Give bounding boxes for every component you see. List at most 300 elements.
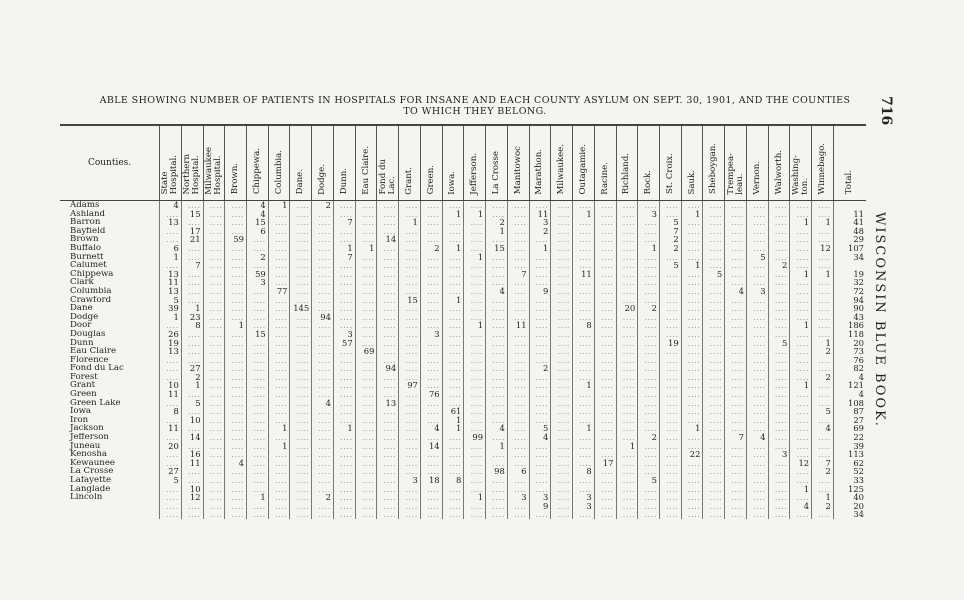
empty-cell: ....: [247, 373, 269, 382]
empty-cell: ....: [355, 459, 377, 468]
empty-cell: ....: [638, 261, 660, 270]
empty-cell: ....: [247, 339, 269, 348]
county-name: Douglas: [70, 329, 106, 339]
empty-cell: ....: [529, 270, 551, 279]
empty-cell: ....: [573, 227, 595, 236]
column-header: [160, 125, 182, 201]
column-header: [225, 125, 247, 201]
county-name: Grant: [70, 381, 96, 391]
empty-cell: ....: [551, 261, 573, 270]
table-row: [60, 373, 866, 382]
empty-cell: ....: [681, 459, 703, 468]
empty-cell: ....: [725, 244, 747, 253]
table-cell: 8: [160, 407, 182, 416]
empty-cell: ....: [638, 313, 660, 322]
empty-cell: ....: [507, 510, 529, 519]
county-name: Ashland: [70, 209, 106, 219]
column-header-label: Walworth.: [773, 150, 784, 195]
column-header: [790, 125, 812, 201]
empty-cell: ....: [638, 296, 660, 305]
empty-cell: ....: [464, 467, 486, 476]
empty-cell: ....: [333, 321, 355, 330]
empty-cell: ....: [616, 485, 638, 494]
empty-cell: ....: [703, 364, 725, 373]
empty-cell: ....: [442, 399, 464, 408]
empty-cell: ....: [725, 502, 747, 511]
empty-cell: ....: [312, 304, 334, 313]
empty-cell: ....: [616, 450, 638, 459]
empty-cell: ....: [464, 287, 486, 296]
empty-cell: ....: [486, 364, 508, 373]
county-name: [60, 510, 160, 519]
empty-cell: ....: [638, 201, 660, 210]
empty-cell: ....: [746, 330, 768, 339]
empty-cell: ....: [507, 296, 529, 305]
county-name: Dunn: [70, 338, 94, 348]
empty-cell: ....: [464, 399, 486, 408]
empty-cell: ....: [812, 381, 834, 390]
empty-cell: ....: [768, 347, 790, 356]
empty-cell: ....: [464, 407, 486, 416]
column-header-label: Winnebago.: [816, 142, 827, 195]
empty-cell: ....: [529, 450, 551, 459]
empty-cell: ....: [312, 244, 334, 253]
empty-cell: ....: [399, 433, 421, 442]
empty-cell: ....: [551, 433, 573, 442]
empty-cell: ....: [160, 399, 182, 408]
empty-cell: ....: [594, 399, 616, 408]
empty-cell: ....: [442, 493, 464, 502]
empty-cell: ....: [616, 296, 638, 305]
empty-cell: ....: [529, 442, 551, 451]
table-row: [60, 321, 866, 330]
empty-cell: ....: [268, 450, 290, 459]
empty-cell: ....: [551, 244, 573, 253]
empty-cell: ....: [551, 364, 573, 373]
empty-cell: ....: [638, 235, 660, 244]
empty-cell: ....: [573, 390, 595, 399]
column-header-label: Milwaukee Hospital.: [203, 146, 223, 195]
empty-cell: ....: [355, 450, 377, 459]
empty-cell: ....: [659, 381, 681, 390]
empty-cell: ....: [312, 390, 334, 399]
empty-cell: ....: [290, 416, 312, 425]
empty-cell: ....: [181, 442, 203, 451]
empty-cell: ....: [355, 442, 377, 451]
empty-cell: ....: [290, 270, 312, 279]
empty-cell: ....: [616, 467, 638, 476]
table-cell: 7: [812, 459, 834, 468]
empty-cell: ....: [464, 330, 486, 339]
column-header: [638, 125, 660, 201]
empty-cell: ....: [225, 304, 247, 313]
empty-cell: ....: [594, 510, 616, 519]
table-cell: 77: [268, 287, 290, 296]
empty-cell: ....: [746, 390, 768, 399]
empty-cell: ....: [333, 235, 355, 244]
empty-cell: ....: [442, 253, 464, 262]
empty-cell: ....: [681, 339, 703, 348]
empty-cell: ....: [203, 235, 225, 244]
empty-cell: ....: [225, 390, 247, 399]
empty-cell: ....: [464, 476, 486, 485]
empty-cell: ....: [551, 502, 573, 511]
table-cell: 13: [160, 287, 182, 296]
empty-cell: ....: [768, 244, 790, 253]
county-name: Green: [70, 390, 97, 399]
empty-cell: ....: [420, 270, 442, 279]
column-header-label: Columbia.: [273, 150, 284, 195]
empty-cell: ....: [725, 485, 747, 494]
empty-cell: ....: [551, 278, 573, 287]
table-cell: 1: [486, 227, 508, 236]
empty-cell: ....: [225, 210, 247, 219]
empty-cell: ....: [659, 330, 681, 339]
empty-cell: ....: [442, 270, 464, 279]
empty-cell: ....: [703, 313, 725, 322]
empty-cell: ....: [160, 485, 182, 494]
empty-cell: ....: [812, 253, 834, 262]
empty-cell: ....: [464, 364, 486, 373]
empty-cell: ....: [638, 218, 660, 227]
empty-cell: ....: [790, 227, 812, 236]
empty-cell: ....: [812, 510, 834, 519]
empty-cell: ....: [247, 261, 269, 270]
empty-cell: ....: [681, 364, 703, 373]
table-cell: 3: [638, 210, 660, 219]
empty-cell: ....: [529, 235, 551, 244]
empty-cell: ....: [399, 270, 421, 279]
empty-cell: ....: [225, 313, 247, 322]
empty-cell: ....: [768, 433, 790, 442]
empty-cell: ....: [377, 416, 399, 425]
empty-cell: ....: [312, 278, 334, 287]
county-name: Eau Claire: [70, 347, 117, 356]
empty-cell: ....: [573, 339, 595, 348]
page-number: 716: [878, 96, 894, 126]
table-cell: 13: [160, 347, 182, 356]
empty-cell: ....: [746, 227, 768, 236]
empty-cell: ....: [333, 261, 355, 270]
empty-cell: ....: [529, 390, 551, 399]
table-cell: 11: [181, 459, 203, 468]
empty-cell: ....: [725, 313, 747, 322]
empty-cell: ....: [529, 261, 551, 270]
empty-cell: ....: [486, 433, 508, 442]
empty-cell: ....: [333, 304, 355, 313]
empty-cell: ....: [247, 244, 269, 253]
table-row: [60, 450, 866, 459]
empty-cell: ....: [399, 339, 421, 348]
column-header-label: Eau Claire.: [360, 145, 371, 195]
empty-cell: ....: [594, 244, 616, 253]
empty-cell: ....: [181, 407, 203, 416]
empty-cell: ....: [399, 210, 421, 219]
empty-cell: ....: [681, 347, 703, 356]
empty-cell: ....: [746, 424, 768, 433]
patients-table-wrapper: [60, 124, 866, 519]
empty-cell: ....: [703, 244, 725, 253]
empty-cell: ....: [355, 373, 377, 382]
empty-cell: ....: [616, 399, 638, 408]
table-cell: 1: [812, 493, 834, 502]
empty-cell: ....: [247, 442, 269, 451]
table-cell: 10: [181, 416, 203, 425]
empty-cell: ....: [486, 502, 508, 511]
empty-cell: ....: [551, 416, 573, 425]
empty-cell: ....: [486, 450, 508, 459]
empty-cell: ....: [551, 304, 573, 313]
table-cell: 97: [399, 381, 421, 390]
empty-cell: ....: [203, 459, 225, 468]
empty-cell: ....: [333, 510, 355, 519]
empty-cell: ....: [160, 235, 182, 244]
empty-cell: ....: [203, 364, 225, 373]
row-total: 20: [833, 502, 866, 511]
empty-cell: ....: [247, 450, 269, 459]
empty-cell: ....: [203, 227, 225, 236]
empty-cell: ....: [290, 364, 312, 373]
empty-cell: ....: [725, 227, 747, 236]
empty-cell: ....: [181, 287, 203, 296]
table-cell: 5: [181, 399, 203, 408]
empty-cell: ....: [377, 390, 399, 399]
empty-cell: ....: [268, 390, 290, 399]
empty-cell: ....: [746, 339, 768, 348]
empty-cell: ....: [681, 235, 703, 244]
column-header: [333, 125, 355, 201]
empty-cell: ....: [790, 347, 812, 356]
table-cell: 11: [160, 278, 182, 287]
empty-cell: ....: [616, 270, 638, 279]
empty-cell: ....: [377, 304, 399, 313]
empty-cell: ....: [290, 510, 312, 519]
empty-cell: ....: [420, 502, 442, 511]
table-cell: 2: [638, 433, 660, 442]
empty-cell: ....: [268, 381, 290, 390]
empty-cell: ....: [812, 287, 834, 296]
table-cell: 8: [573, 321, 595, 330]
empty-cell: ....: [529, 339, 551, 348]
empty-cell: ....: [312, 442, 334, 451]
table-row: [60, 390, 866, 399]
empty-cell: ....: [399, 399, 421, 408]
empty-cell: ....: [377, 330, 399, 339]
empty-cell: ....: [268, 467, 290, 476]
empty-cell: ....: [703, 321, 725, 330]
empty-cell: ....: [638, 442, 660, 451]
county-name: [60, 502, 160, 511]
empty-cell: ....: [442, 278, 464, 287]
table-cell: 59: [247, 270, 269, 279]
empty-cell: ....: [594, 313, 616, 322]
column-header: [768, 125, 790, 201]
column-header: [594, 125, 616, 201]
empty-cell: ....: [312, 381, 334, 390]
table-cell: 2: [812, 347, 834, 356]
table-cell: 14: [377, 235, 399, 244]
empty-cell: ....: [442, 313, 464, 322]
table-row: [60, 227, 866, 236]
empty-cell: ....: [399, 373, 421, 382]
empty-cell: ....: [703, 476, 725, 485]
empty-cell: ....: [160, 373, 182, 382]
empty-cell: ....: [551, 381, 573, 390]
empty-cell: ....: [551, 510, 573, 519]
empty-cell: ....: [442, 373, 464, 382]
table-row: [60, 467, 866, 476]
empty-cell: ....: [312, 407, 334, 416]
empty-cell: ....: [268, 330, 290, 339]
table-cell: 17: [181, 227, 203, 236]
empty-cell: ....: [812, 433, 834, 442]
empty-cell: ....: [529, 278, 551, 287]
empty-cell: ....: [681, 373, 703, 382]
empty-cell: ....: [247, 347, 269, 356]
empty-cell: ....: [659, 424, 681, 433]
empty-cell: ....: [746, 407, 768, 416]
empty-cell: ....: [268, 485, 290, 494]
empty-cell: ....: [486, 201, 508, 210]
table-cell: 2: [420, 244, 442, 253]
county-name: Jefferson: [70, 433, 109, 442]
table-cell: 3: [333, 330, 355, 339]
county-name: Calumet: [70, 261, 107, 270]
empty-cell: ....: [681, 467, 703, 476]
row-total: 40: [833, 493, 866, 502]
empty-cell: ....: [225, 201, 247, 210]
empty-cell: ....: [812, 278, 834, 287]
row-total: 69: [833, 424, 866, 433]
empty-cell: ....: [290, 424, 312, 433]
empty-cell: ....: [703, 510, 725, 519]
table-row: [60, 296, 866, 305]
empty-cell: ....: [203, 278, 225, 287]
empty-cell: ....: [420, 201, 442, 210]
empty-cell: ....: [399, 313, 421, 322]
empty-cell: ....: [486, 373, 508, 382]
empty-cell: ....: [333, 459, 355, 468]
empty-cell: ....: [768, 390, 790, 399]
table-cell: 3: [247, 278, 269, 287]
empty-cell: ....: [725, 304, 747, 313]
empty-cell: ....: [659, 201, 681, 210]
empty-cell: ....: [312, 416, 334, 425]
empty-cell: ....: [790, 339, 812, 348]
empty-cell: ....: [290, 399, 312, 408]
empty-cell: ....: [768, 278, 790, 287]
empty-cell: ....: [594, 330, 616, 339]
table-cell: 11: [573, 270, 595, 279]
county-name: Adams: [70, 200, 100, 210]
empty-cell: ....: [333, 502, 355, 511]
table-row: [60, 347, 866, 356]
empty-cell: ....: [355, 313, 377, 322]
empty-cell: ....: [268, 416, 290, 425]
empty-cell: ....: [725, 235, 747, 244]
row-total: 121: [833, 381, 866, 390]
empty-cell: ....: [312, 467, 334, 476]
empty-cell: ....: [790, 424, 812, 433]
empty-cell: ....: [573, 253, 595, 262]
table-cell: 1: [247, 493, 269, 502]
column-header: [659, 125, 681, 201]
empty-cell: ....: [464, 347, 486, 356]
empty-cell: ....: [290, 296, 312, 305]
empty-cell: ....: [746, 296, 768, 305]
empty-cell: ....: [703, 407, 725, 416]
empty-cell: ....: [290, 381, 312, 390]
empty-cell: ....: [507, 330, 529, 339]
empty-cell: ....: [464, 450, 486, 459]
county-name: Burnett: [70, 252, 104, 262]
table-cell: 1: [355, 244, 377, 253]
table-cell: 1: [790, 321, 812, 330]
table-cell: 1: [486, 442, 508, 451]
table-row: [60, 485, 866, 494]
empty-cell: ....: [377, 244, 399, 253]
table-cell: 5: [160, 296, 182, 305]
empty-cell: ....: [181, 218, 203, 227]
empty-cell: ....: [312, 296, 334, 305]
empty-cell: ....: [681, 493, 703, 502]
empty-cell: ....: [790, 373, 812, 382]
empty-cell: ....: [725, 321, 747, 330]
empty-cell: ....: [812, 356, 834, 365]
table-cell: 12: [790, 459, 812, 468]
empty-cell: ....: [659, 210, 681, 219]
empty-cell: ....: [333, 373, 355, 382]
empty-cell: ....: [681, 287, 703, 296]
county-name: Columbia: [70, 286, 112, 296]
empty-cell: ....: [420, 399, 442, 408]
empty-cell: ....: [377, 510, 399, 519]
empty-cell: ....: [573, 296, 595, 305]
empty-cell: ....: [790, 450, 812, 459]
column-header-label: Green.: [425, 164, 436, 195]
empty-cell: ....: [420, 450, 442, 459]
table-row: [60, 339, 866, 348]
column-header-label: Dane.: [295, 169, 306, 195]
table-cell: 12: [181, 493, 203, 502]
empty-cell: ....: [507, 433, 529, 442]
row-total: 48: [833, 227, 866, 236]
empty-cell: ....: [486, 270, 508, 279]
row-total: 43: [833, 313, 866, 322]
table-cell: 57: [333, 339, 355, 348]
empty-cell: ....: [768, 424, 790, 433]
empty-cell: ....: [247, 321, 269, 330]
empty-cell: ....: [486, 321, 508, 330]
empty-cell: ....: [594, 304, 616, 313]
empty-cell: ....: [268, 244, 290, 253]
table-cell: 19: [160, 339, 182, 348]
empty-cell: ....: [333, 407, 355, 416]
empty-cell: ....: [725, 253, 747, 262]
empty-cell: ....: [464, 235, 486, 244]
empty-cell: ....: [486, 339, 508, 348]
empty-cell: ....: [203, 330, 225, 339]
empty-cell: ....: [333, 270, 355, 279]
empty-cell: ....: [746, 201, 768, 210]
table-cell: 1: [573, 381, 595, 390]
column-header: [833, 125, 866, 201]
empty-cell: ....: [181, 424, 203, 433]
empty-cell: ....: [268, 433, 290, 442]
empty-cell: ....: [181, 296, 203, 305]
empty-cell: ....: [768, 476, 790, 485]
empty-cell: ....: [290, 433, 312, 442]
